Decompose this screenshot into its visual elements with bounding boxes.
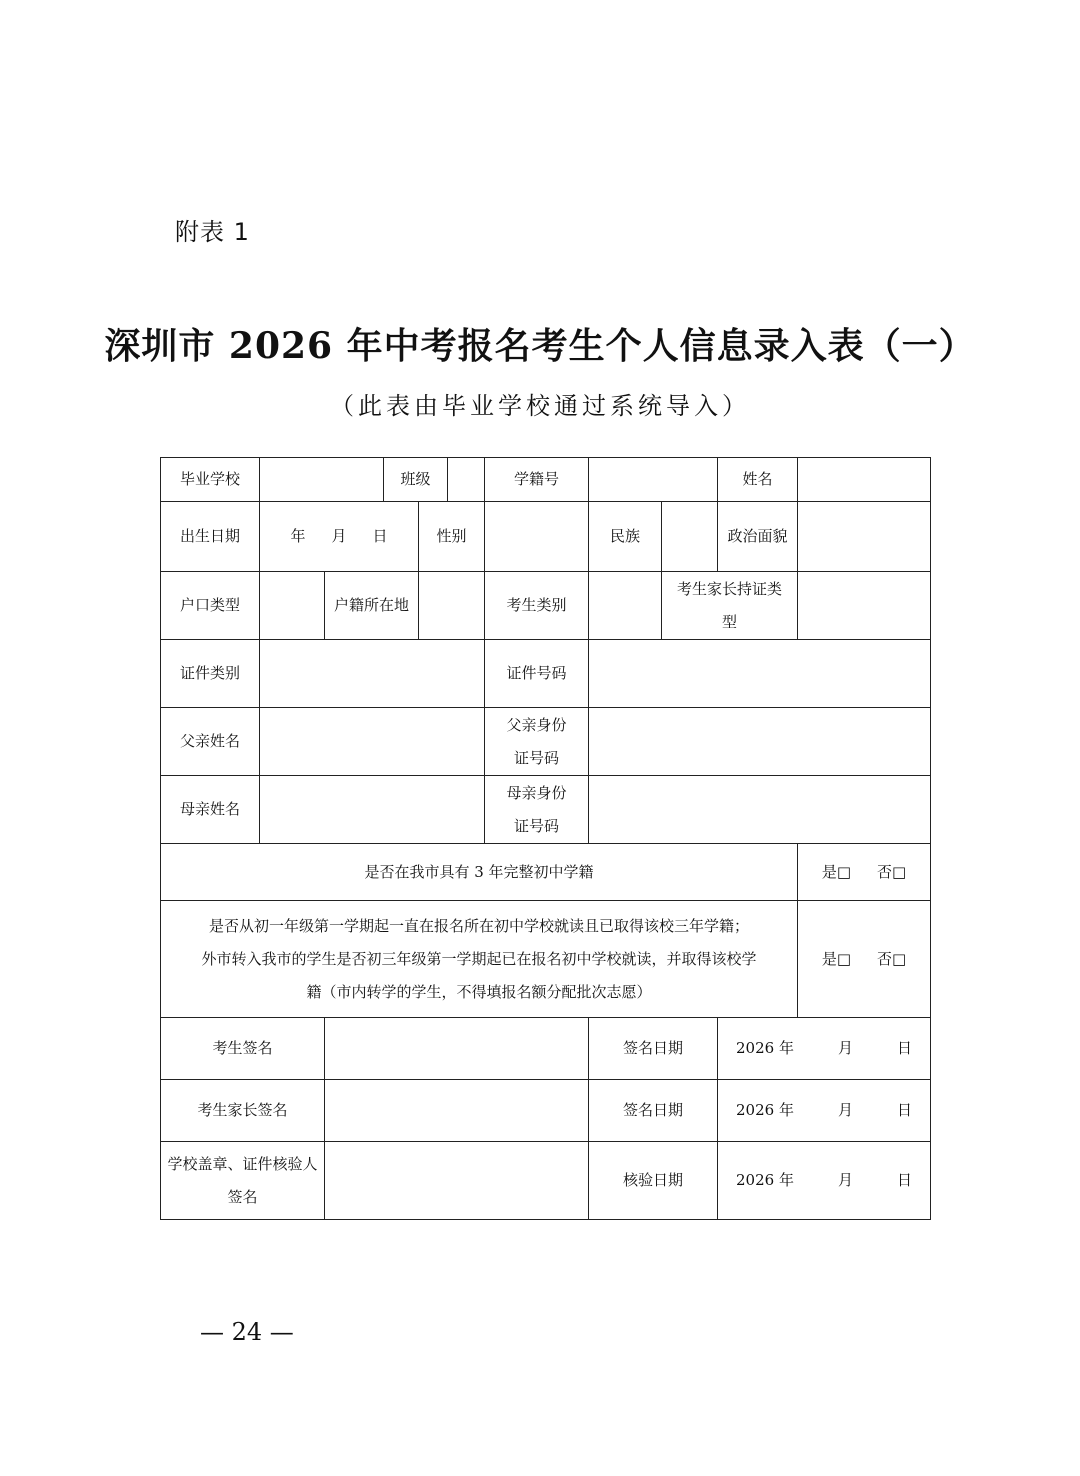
school-verification-label xyxy=(161,1142,325,1220)
question-2-text xyxy=(161,901,798,1018)
class-value-cell[interactable] xyxy=(448,458,485,502)
question-1-yes-checkbox[interactable]: 是□ xyxy=(821,862,852,881)
student-no-label: 学籍号 xyxy=(485,458,589,502)
father-id-label-line2: 证号码 xyxy=(514,748,560,767)
hukou-type-label: 户口类型 xyxy=(161,572,260,640)
form-row-hukou xyxy=(161,572,931,640)
parent-cert-type-label-line1: 考生家长持证类 xyxy=(677,579,783,598)
school-verification-label-line1: 学校盖章、证件核验人 xyxy=(167,1154,318,1173)
form-row-birth xyxy=(161,502,931,572)
parent-cert-type-label-line2: 型 xyxy=(722,612,738,631)
form-row-parent-signature xyxy=(161,1080,931,1142)
form-row-candidate-signature xyxy=(161,1018,931,1080)
class-label: 班级 xyxy=(384,458,448,502)
attachment-label: 附表 1 xyxy=(175,218,250,246)
mother-name-label: 母亲姓名 xyxy=(161,776,260,844)
page-number: — 24 — xyxy=(200,1318,294,1346)
candidate-sign-date-cell[interactable] xyxy=(718,1018,931,1080)
hukou-location-label: 户籍所在地 xyxy=(325,572,419,640)
school-label: 毕业学校 xyxy=(161,458,260,502)
question-1-text: 是否在我市具有 3 年完整初中学籍 xyxy=(161,844,798,901)
father-name-value-cell[interactable] xyxy=(260,708,485,776)
candidate-sign-date-label: 签名日期 xyxy=(589,1018,718,1080)
sign1-month: 月 xyxy=(837,1039,853,1057)
ethnicity-label: 民族 xyxy=(589,502,662,572)
parent-sign-date-cell[interactable] xyxy=(718,1080,931,1142)
sign3-year: 2026 年 xyxy=(736,1171,794,1189)
school-verification-label-line2: 签名 xyxy=(227,1187,258,1206)
sign1-day: 日 xyxy=(896,1039,912,1057)
form-row-school xyxy=(161,458,931,502)
question-1-no-checkbox[interactable]: 否□ xyxy=(877,862,907,881)
form-row-id xyxy=(161,640,931,708)
sign3-day: 日 xyxy=(896,1171,912,1189)
political-status-label: 政治面貌 xyxy=(718,502,798,572)
sign1-year: 2026 年 xyxy=(736,1039,794,1057)
registration-form-table xyxy=(160,457,931,1220)
parent-cert-type-value-cell[interactable] xyxy=(798,572,931,640)
mother-id-label-line2: 证号码 xyxy=(514,816,560,835)
parent-signature-label: 考生家长签名 xyxy=(161,1080,325,1142)
parent-cert-type-label xyxy=(662,572,798,640)
birth-month-unit: 月 xyxy=(331,527,347,545)
school-verification-cell[interactable] xyxy=(325,1142,589,1220)
birth-day-unit: 日 xyxy=(372,527,388,545)
father-id-value-cell[interactable] xyxy=(589,708,931,776)
page-subtitle: （此表由毕业学校通过系统导入） xyxy=(330,392,750,420)
sign2-year: 2026 年 xyxy=(736,1101,794,1119)
hukou-location-value-cell[interactable] xyxy=(419,572,485,640)
name-label: 姓名 xyxy=(718,458,798,502)
candidate-category-value-cell[interactable] xyxy=(589,572,662,640)
mother-id-label xyxy=(485,776,589,844)
birth-date-value-cell[interactable] xyxy=(260,502,419,572)
political-status-value-cell[interactable] xyxy=(798,502,931,572)
father-name-label: 父亲姓名 xyxy=(161,708,260,776)
form-row-question-2 xyxy=(161,901,931,1018)
candidate-category-label: 考生类别 xyxy=(485,572,589,640)
hukou-type-value-cell[interactable] xyxy=(260,572,325,640)
father-id-label xyxy=(485,708,589,776)
form-row-question-1 xyxy=(161,844,931,901)
ethnicity-value-cell[interactable] xyxy=(662,502,718,572)
question-2-line1: 是否从初一年级第一学期起一直在报名所在初中学校就读且已取得该校三年学籍； xyxy=(209,916,750,935)
school-value-cell[interactable] xyxy=(260,458,384,502)
question-2-line3: 籍（市内转学的学生，不得填报名额分配批次志愿） xyxy=(306,982,652,1001)
sign2-month: 月 xyxy=(837,1101,853,1119)
question-2-options[interactable] xyxy=(798,901,931,1018)
candidate-signature-label: 考生签名 xyxy=(161,1018,325,1080)
form-row-school-verification xyxy=(161,1142,931,1220)
verification-date-cell[interactable] xyxy=(718,1142,931,1220)
parent-sign-date-label: 签名日期 xyxy=(589,1080,718,1142)
question-2-line2: 外市转入我市的学生是否初三年级第一学期起已在报名初中学校就读，并取得该校学 xyxy=(201,949,757,968)
candidate-signature-cell[interactable] xyxy=(325,1018,589,1080)
student-no-value-cell[interactable] xyxy=(589,458,718,502)
mother-id-label-line1: 母亲身份 xyxy=(506,783,567,802)
id-number-value-cell[interactable] xyxy=(589,640,931,708)
mother-name-value-cell[interactable] xyxy=(260,776,485,844)
gender-value-cell[interactable] xyxy=(485,502,589,572)
id-type-value-cell[interactable] xyxy=(260,640,485,708)
sign2-day: 日 xyxy=(896,1101,912,1119)
parent-signature-cell[interactable] xyxy=(325,1080,589,1142)
mother-id-value-cell[interactable] xyxy=(589,776,931,844)
page-title: 深圳市 2026 年中考报名考生个人信息录入表（一） xyxy=(104,325,976,367)
verification-date-label: 核验日期 xyxy=(589,1142,718,1220)
form-row-father xyxy=(161,708,931,776)
birth-date-label: 出生日期 xyxy=(161,502,260,572)
question-2-no-checkbox[interactable]: 否□ xyxy=(877,949,907,968)
question-2-yes-checkbox[interactable]: 是□ xyxy=(821,949,852,968)
id-type-label: 证件类别 xyxy=(161,640,260,708)
question-1-options[interactable] xyxy=(798,844,931,901)
birth-year-unit: 年 xyxy=(290,527,306,545)
name-value-cell[interactable] xyxy=(798,458,931,502)
gender-label: 性别 xyxy=(419,502,485,572)
sign3-month: 月 xyxy=(837,1171,853,1189)
id-number-label: 证件号码 xyxy=(485,640,589,708)
father-id-label-line1: 父亲身份 xyxy=(506,715,567,734)
form-row-mother xyxy=(161,776,931,844)
